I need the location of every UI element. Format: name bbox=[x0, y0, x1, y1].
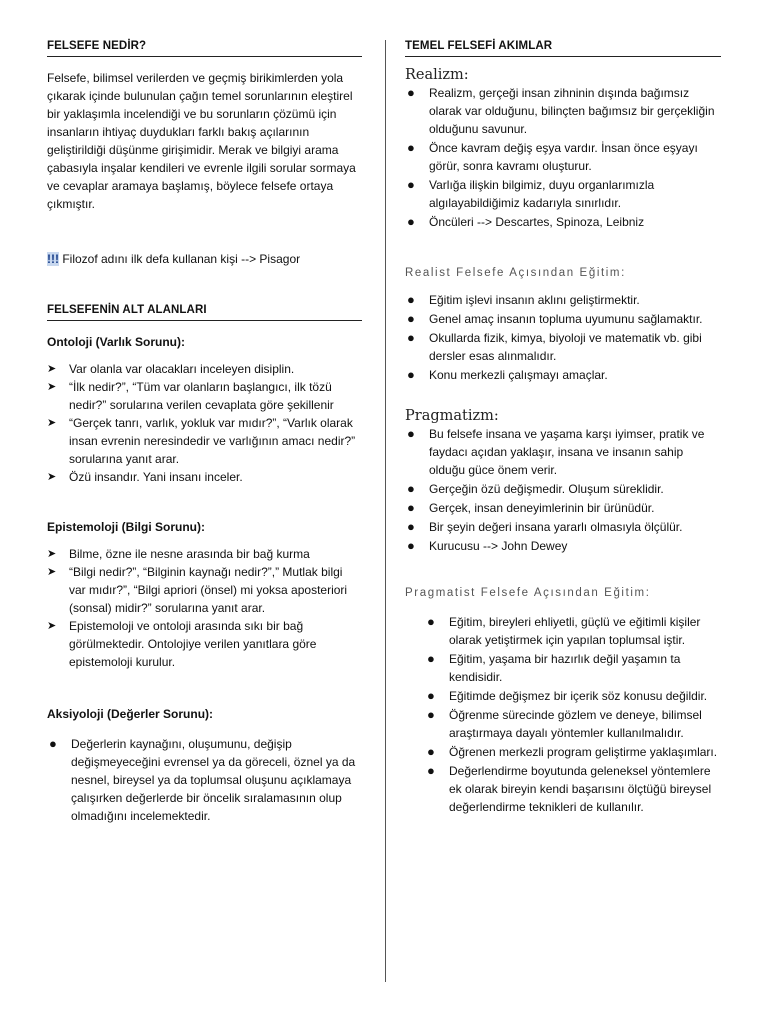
bullet-dot-icon: ● bbox=[427, 744, 435, 759]
right-column bbox=[405, 40, 721, 817]
list-item: ➤ “İlk nedir?”, “Tüm var olanların başlangıcı, ilk tözü nedir?” sorularına verilen cevaplata göre şekillenir bbox=[47, 380, 334, 412]
list-item: ➤ “Gerçek tanrı, varlık, yokluk var mıdır?”, “Varlık olarak insan evrenin neresindedir ve varlığının amacı nedir?” sorularına yanıt arar. bbox=[47, 416, 356, 466]
list-item: ➤ Epistemoloji ve ontoloji arasında sıkı bir bağ görülmektedir. Ontolojiye verilen yanıtlara göre epistemoloji kurulur. bbox=[47, 619, 317, 669]
realist-education-list bbox=[405, 291, 721, 384]
arrow-bullet-icon: ➤ bbox=[47, 471, 57, 483]
list-item: ➤ Özü insandır. Yani insanı inceler. bbox=[47, 470, 243, 484]
column-divider bbox=[385, 40, 386, 982]
list-item: ● Realizm, gerçeği insan zihninin dışında bağımsız olarak var olduğunu, bilinçten bağımsız bir gerçekliğin olduğunu savunur. bbox=[407, 85, 715, 136]
left-column bbox=[47, 40, 362, 826]
list-item: ● Kurucusu --> John Dewey bbox=[407, 538, 568, 553]
bullet-dot-icon: ● bbox=[407, 500, 415, 515]
section-title-felsefe-nedir: FELSEFE NEDİR? bbox=[47, 40, 362, 57]
bullet-dot-icon: ● bbox=[427, 763, 435, 778]
list-item: ● Öğrenen merkezli program geliştirme yaklaşımları. bbox=[427, 744, 718, 759]
list-item: ● Eğitim işlevi insanın aklını geliştirmektir. bbox=[407, 292, 640, 307]
bullet-dot-icon: ● bbox=[407, 177, 415, 192]
arrow-bullet-icon: ➤ bbox=[47, 363, 57, 375]
list-item: ➤ Var olanla var olacakları inceleyen disiplin. bbox=[47, 362, 295, 376]
section-title-temel-akimlar: TEMEL FELSEFİ AKIMLAR bbox=[405, 40, 721, 57]
list-item: ● Gerçek, insan deneyimlerinin bir ürünüdür. bbox=[407, 500, 655, 515]
list-item: ● Konu merkezli çalışmayı amaçlar. bbox=[407, 367, 608, 382]
pragmatism-heading: Pragmatizm: bbox=[405, 408, 499, 424]
arrow-bullet-icon: ➤ bbox=[47, 566, 57, 578]
ontology-list bbox=[47, 360, 362, 486]
section-title-alt-alanlar: FELSEFENİN ALT ALANLARI bbox=[47, 304, 362, 321]
list-item: ● Okullarda fizik, kimya, biyoloji ve matematik vb. gibi dersler esas alınmalıdır. bbox=[407, 330, 702, 363]
list-item: ● Değerlendirme boyutunda geleneksel yöntemlere ek olarak bireyin kendi başarısını ölçtüğü bireysel değerlendirme teknikleri de kullanılır. bbox=[427, 763, 712, 814]
bullet-dot-icon: ● bbox=[407, 85, 415, 100]
realism-heading: Realizm: bbox=[405, 67, 469, 83]
arrow-bullet-icon: ➤ bbox=[47, 548, 57, 560]
list-item: ● Öncüleri --> Descartes, Spinoza, Leibniz bbox=[407, 214, 645, 229]
list-item: ● Eğitim, bireyleri ehliyetli, güçlü ve eğitimli kişiler olarak yetiştirmek için yapılan toplumsal iştir. bbox=[427, 614, 701, 647]
list-item: ● Eğitimde değişmez bir içerik söz konusu değildir. bbox=[427, 688, 708, 703]
epistemology-heading: Epistemoloji (Bilgi Sorunu): bbox=[47, 520, 205, 534]
ontology-heading: Ontoloji (Varlık Sorunu): bbox=[47, 335, 185, 349]
axiology-heading: Aksiyoloji (Değerler Sorunu): bbox=[47, 707, 214, 721]
bullet-dot-icon: ● bbox=[407, 214, 415, 229]
realism-list bbox=[405, 84, 721, 231]
note-highlight-marker: !!! bbox=[47, 252, 59, 266]
arrow-bullet-icon: ➤ bbox=[47, 381, 57, 393]
realist-education-heading: Realist Felsefe Açısından Eğitim: bbox=[405, 267, 626, 279]
list-item: ● Bir şeyin değeri insana yararlı olmasıyla ölçülür. bbox=[407, 519, 683, 534]
bullet-dot-icon: ● bbox=[427, 614, 435, 629]
list-item: ➤ Bilme, özne ile nesne arasında bir bağ kurma bbox=[47, 547, 310, 561]
bullet-dot-icon: ● bbox=[407, 311, 415, 326]
axiology-list bbox=[47, 735, 362, 825]
pragmatism-list bbox=[405, 425, 721, 555]
list-item: ● Gerçeğin özü değişmedir. Oluşum süreklidir. bbox=[407, 481, 664, 496]
list-item: ● Varlığa ilişkin bilgimiz, duyu organlarımızla algılayabildiğimiz kadarıyla sınırlıdır. bbox=[407, 177, 655, 210]
arrow-bullet-icon: ➤ bbox=[47, 620, 57, 632]
bullet-dot-icon: ● bbox=[407, 538, 415, 553]
note-text: Filozof adını ilk defa kullanan kişi --> Pisagor bbox=[59, 252, 301, 266]
bullet-dot-icon: ● bbox=[427, 651, 435, 666]
bullet-dot-icon: ● bbox=[407, 330, 415, 345]
arrow-bullet-icon: ➤ bbox=[47, 417, 57, 429]
pisagor-note bbox=[47, 250, 362, 268]
bullet-dot-icon: ● bbox=[407, 426, 415, 441]
bullet-dot-icon: ● bbox=[427, 688, 435, 703]
bullet-dot-icon: ● bbox=[407, 519, 415, 534]
bullet-dot-icon: ● bbox=[427, 707, 435, 722]
epistemology-list bbox=[47, 545, 362, 671]
bullet-dot-icon: ● bbox=[49, 736, 57, 751]
bullet-dot-icon: ● bbox=[407, 481, 415, 496]
list-item: ● Değerlerin kaynağını, oluşumunu, değişip değişmeyeceğini evrensel ya da göreceli, öznel ya da nesnel, bireysel ya da toplumsal oluşunu açıklamaya çalışırken değerlerde bir öncelik sıralamasının olup olmadığını incelemektedir. bbox=[49, 736, 356, 823]
list-item: ● Öğrenme sürecinde gözlem ve deneye, bilimsel araştırmaya dayalı yöntemler kullanılmalıdır. bbox=[427, 707, 702, 740]
list-item: ● Eğitim, yaşama bir hazırlık değil yaşamın ta kendisidir. bbox=[427, 651, 681, 684]
pragmatist-education-list bbox=[405, 613, 721, 816]
bullet-dot-icon: ● bbox=[407, 367, 415, 382]
list-item: ● Önce kavram değiş eşya vardır. İnsan önce eşyayı görür, sonra kavramı oluşturur. bbox=[407, 140, 698, 173]
list-item: ➤ “Bilgi nedir?”, “Bilginin kaynağı nedir?”,” Mutlak bilgi var mıdır?”, “Bilgi apriori (önsel) mi yoksa aposteriori (sonsal) midir?” sorularına yanıt arar. bbox=[47, 565, 348, 615]
list-item: ● Bu felsefe insana ve yaşama karşı iyimser, pratik ve faydacı açıdan yaklaşır, insana ve insanın sahip olduğu güce önem verir. bbox=[407, 426, 705, 477]
bullet-dot-icon: ● bbox=[407, 140, 415, 155]
list-item: ● Genel amaç insanın topluma uyumunu sağlamaktır. bbox=[407, 311, 703, 326]
bullet-dot-icon: ● bbox=[407, 292, 415, 307]
intro-paragraph: Felsefe, bilimsel verilerden ve geçmiş birikimlerden yola çıkarak içinde bulunulan çağın temel sorunlarının eleştirel bir yaklaşımla incelendiği ve bu sorunların çözümü için insanların ihtiyaç duydukları farklı bakış açılarının geliştirildiği düşünme girişimidir. Merak ve bilgiyi arama çabasıyla inşalar kendileri ve evrenle ilgili sorular sormaya ve cevaplar aramaya başlamış, böylece felsefe ortaya çıkmıştır. bbox=[47, 71, 356, 211]
pragmatist-education-heading: Pragmatist Felsefe Açısından Eğitim: bbox=[405, 587, 651, 599]
